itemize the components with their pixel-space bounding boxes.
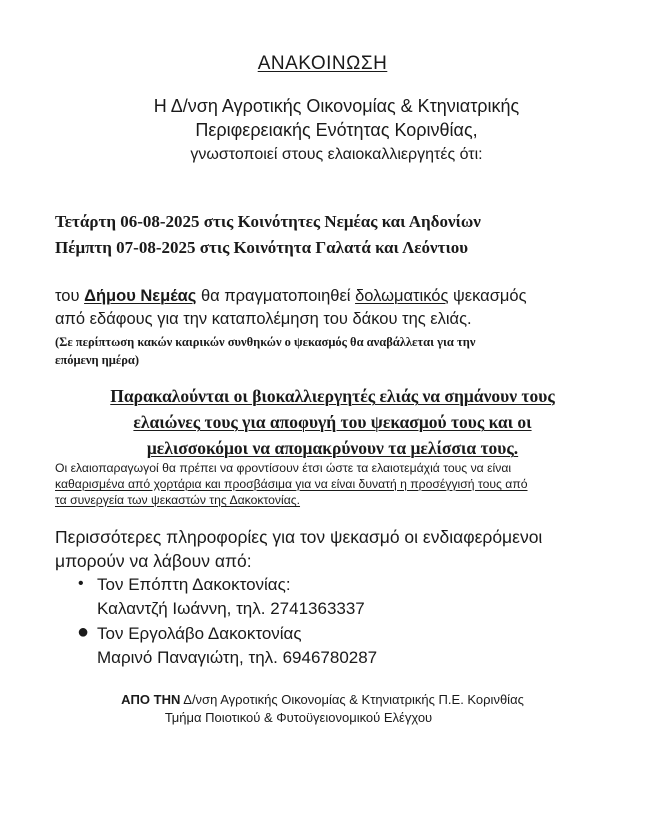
spray-prefix: του [55,287,85,305]
notice-line-3: τα συνεργεία των ψεκαστών της Δακοκτονίας. [55,493,301,507]
contact-2-detail: Μαρινό Παναγιώτη, τηλ. 6946780287 [97,648,378,667]
notice-line-1: Οι ελαιοπαραγωγοί θα πρέπει να φροντίσουν έτσι ώστε τα ελαιοτεμάχιά τους να είναι [55,461,512,475]
schedule-line-2: Πέμπτη 07-08-2025 στις Κοινότητα Γαλατά και Λεόντιου [55,238,469,257]
announcement-title: ΑΝΑΚΟΙΝΩΣΗ [257,53,388,74]
footer-from [0,692,645,707]
bullet-icon: ● [77,621,90,643]
municipality-name: Δήμου Νεμέας [84,287,197,305]
info-line-2: μπορούν να λάβουν από: [55,551,252,571]
contact-2-role: Τον Εργολάβο Δακοκτονίας [97,624,302,643]
spray-purpose: από εδάφους για την καταπολέμηση του δάκου της ελιάς. [55,310,472,328]
weather-note-2: επόμενη ημέρα) [55,353,140,367]
notice-line-2: καθαρισμένα από χορτάρια και προσβάσιμα για να είναι δυνατή η προσέγγισή τους από [55,477,528,491]
issuer-intro: γνωστοποιεί στους ελαιοκαλλιεργητές ότι: [190,146,483,163]
spray-type: δολωματικός [355,287,449,305]
bullet-icon: • [78,575,84,592]
issuer-region: Περιφερειακής Ενότητας Κορινθίας, [195,120,478,140]
info-line-1: Περισσότερες πληροφορίες για τον ψεκασμό οι ενδιαφερόμενοι [55,527,543,547]
request-line-1: Παρακαλούνται οι βιοκαλλιεργητές ελιάς να σημάνουν τους [110,386,555,406]
schedule-line-1: Τετάρτη 06-08-2025 στις Κοινότητες Νεμέας και Αηδονίων [55,212,481,231]
weather-note-1: (Σε περίπτωση κακών καιρικών συνθηκών ο ψεκασμός θα αναβάλλεται για την [55,335,476,349]
contact-1-detail: Καλαντζή Ιωάννη, τηλ. 2741363337 [97,599,365,618]
footer-from-text: Δ/νση Αγροτικής Οικονομίας & Κτηνιατρικής Π.Ε. Κορινθίας [180,692,524,707]
footer-department: Τμήμα Ποιοτικού & Φυτοϋγειονομικού Ελέγχου [164,710,433,725]
request-line-2: ελαιώνες τους για αποφυγή του ψεκασμού τους και οι [133,412,532,432]
contact-1-role: Τον Επόπτη Δακοκτονίας: [97,575,291,594]
spray-sentence [55,287,527,306]
request-line-3: μελισσοκόμοι να απομακρύνουν τα μελίσσια τους. [146,438,519,458]
footer-from-label: ΑΠΟ ΤΗΝ [121,692,181,707]
spray-suffix: ψεκασμός [448,287,527,305]
spray-middle: θα πραγματοποιηθεί [196,287,356,305]
issuer-line: Η Δ/νση Αγροτικής Οικονομίας & Κτηνιατρικής [153,96,520,116]
